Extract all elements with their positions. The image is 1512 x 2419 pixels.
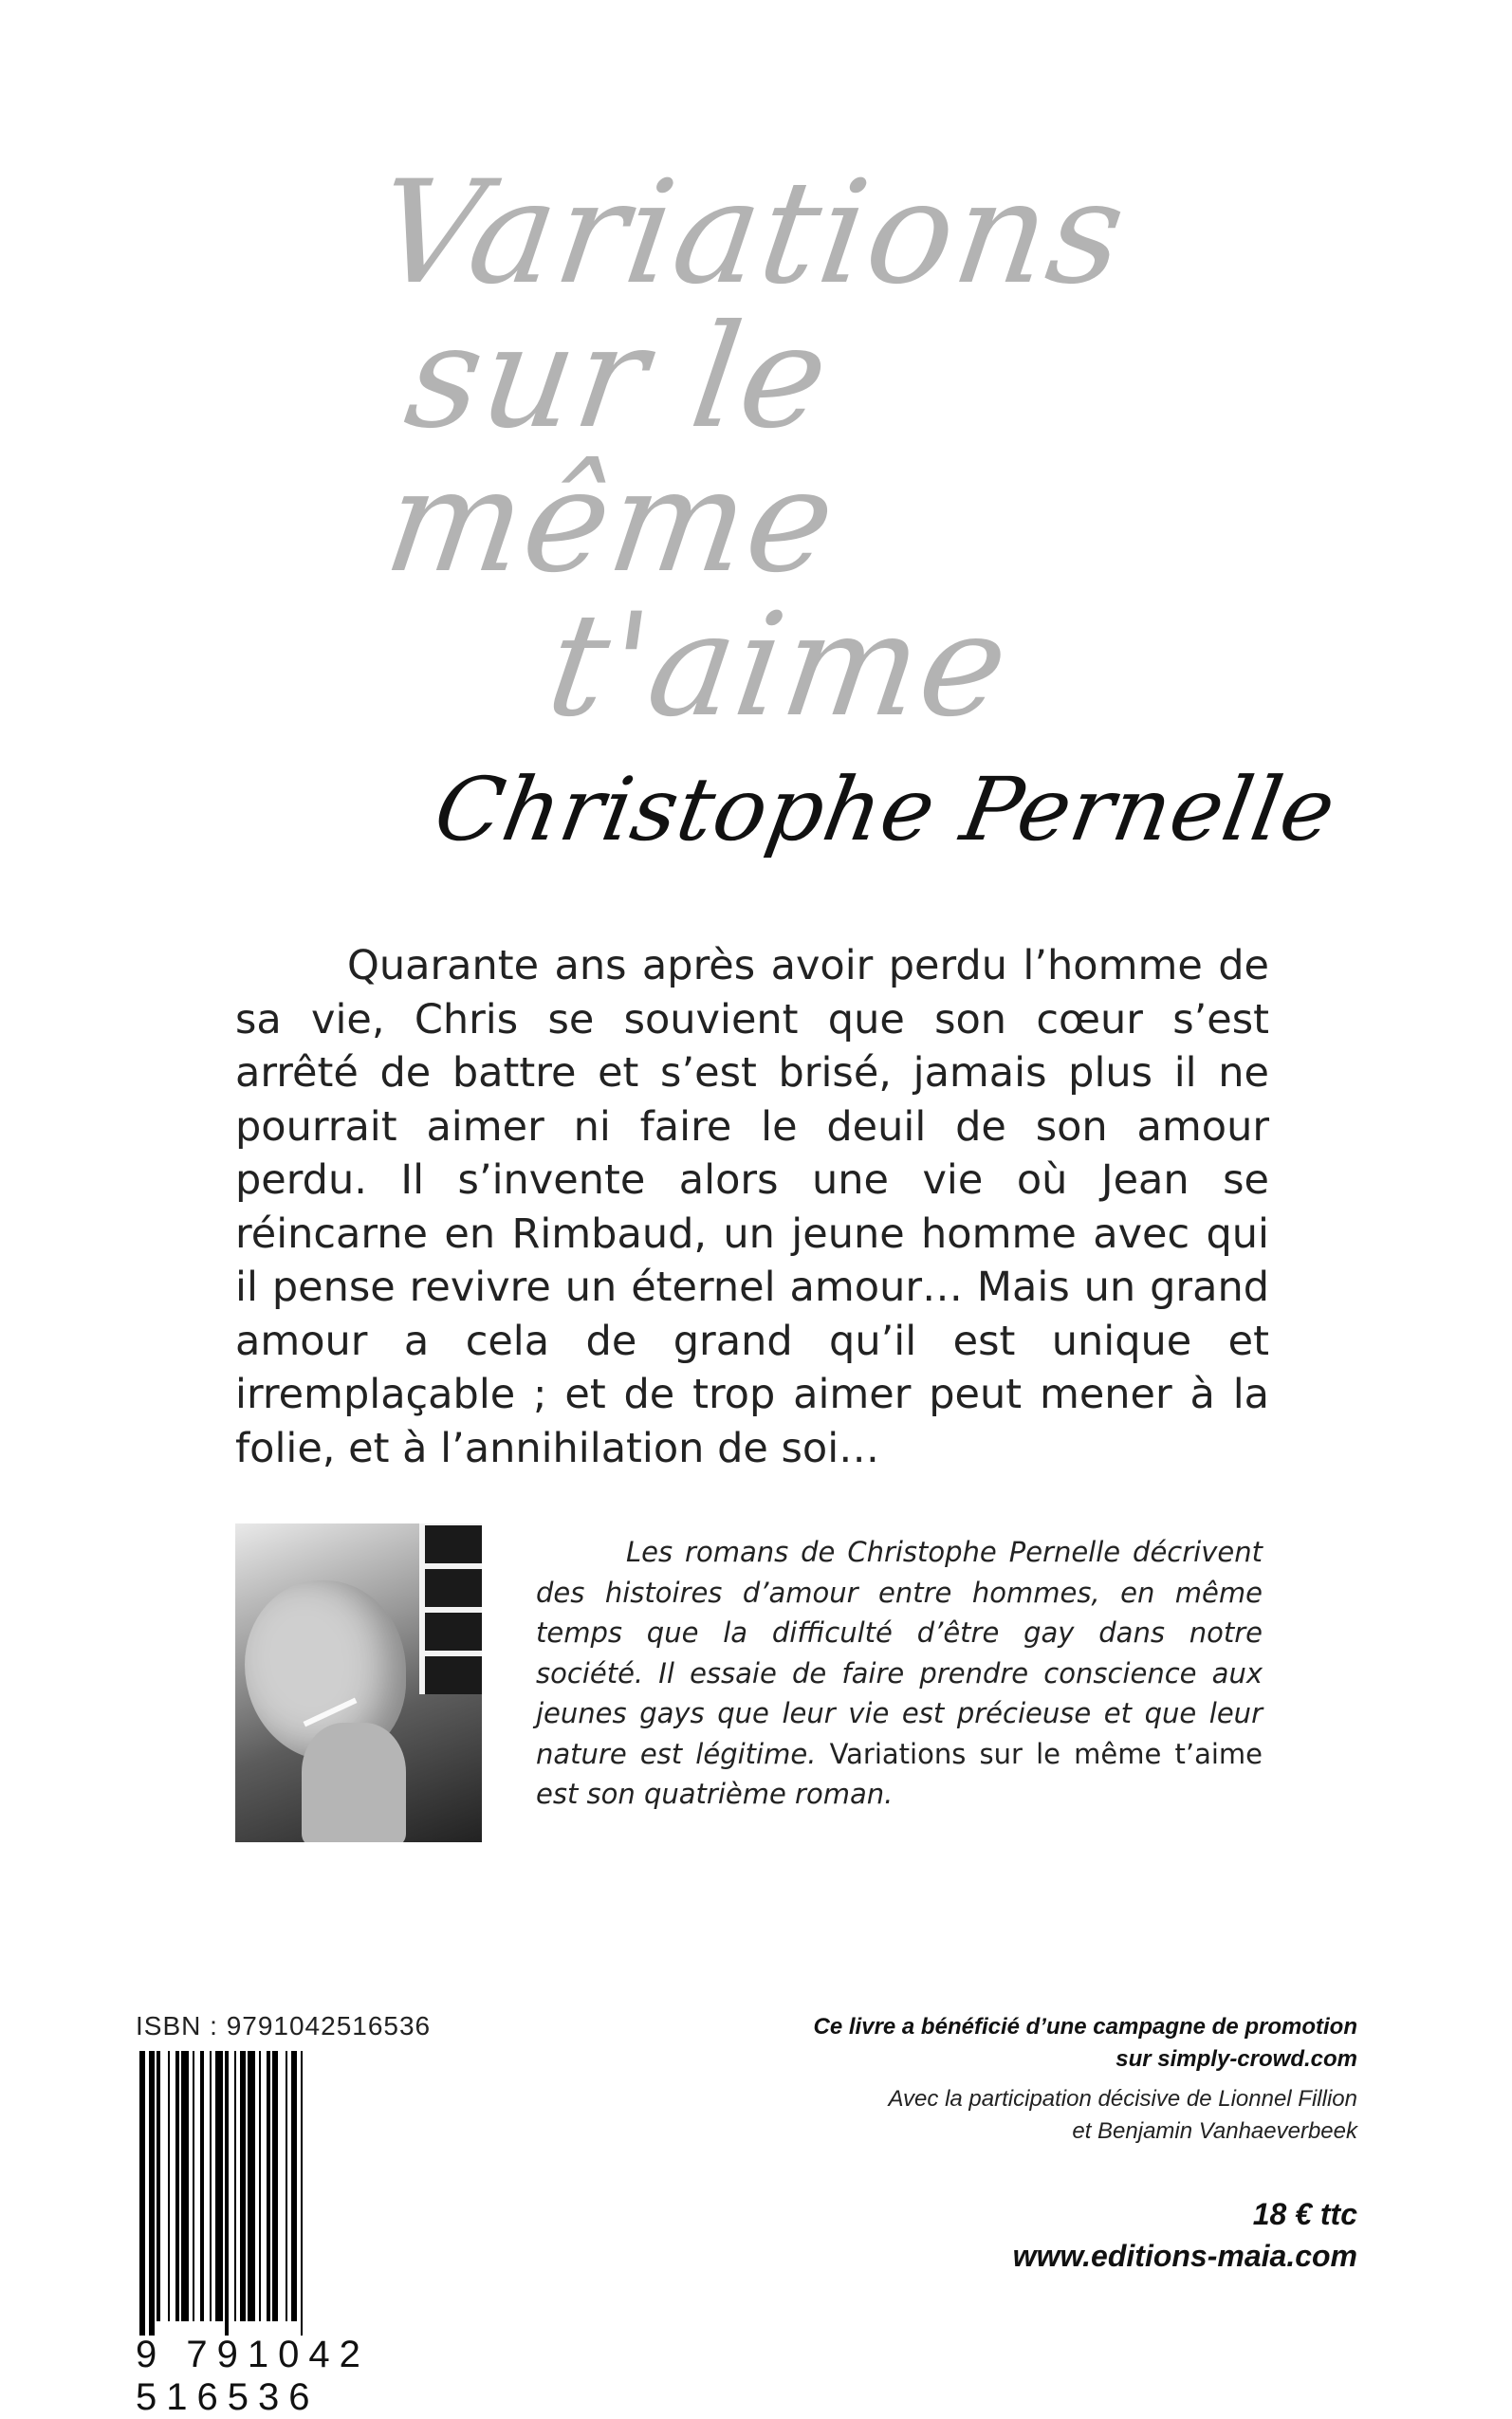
barcode-bar (139, 2051, 145, 2336)
bio-text-2: est son quatrième roman. (536, 1778, 894, 1810)
barcode-bar (168, 2051, 170, 2321)
title-line-3: t'aime (538, 583, 1020, 748)
bio-book-title: Variations sur le même t’aime (829, 1737, 1263, 1770)
book-title (341, 151, 1195, 748)
author-photo (235, 1523, 482, 1842)
barcode (136, 2051, 439, 2336)
barcode-bar (286, 2051, 287, 2321)
barcode-bar (181, 2051, 189, 2321)
promo-line-2: sur simply-crowd.com (1116, 2046, 1357, 2072)
photo-hand (302, 1723, 406, 1842)
author-name: Christophe Pernelle (427, 759, 1344, 860)
promo-block (693, 2011, 1357, 2277)
publisher-website: www.editions-maia.com (1012, 2239, 1357, 2273)
barcode-bar (240, 2051, 246, 2321)
barcode-bar (210, 2051, 212, 2321)
barcode-bar (291, 2051, 297, 2321)
barcode-bar (248, 2051, 255, 2321)
promo-line-4: et Benjamin Vanhaeverbeek (1072, 2118, 1357, 2144)
price: 18 € ttc (1252, 2197, 1357, 2231)
barcode-bar (175, 2051, 179, 2321)
photo-window-background (419, 1523, 482, 1694)
promo-line-1: Ce livre a bénéficié d’une campagne de promotion (813, 2014, 1357, 2040)
barcode-bar (193, 2051, 194, 2321)
promo-line-3: Avec la participation décisive de Lionnel Fillion (888, 2086, 1357, 2112)
barcode-bar (272, 2051, 278, 2321)
synopsis-paragraph: Quarante ans après avoir perdu l’homme de sa vie, Chris se souvient que son cœur s’est arrêté de battre et s’est brisé, jamais plus il ne pourrait aimer ni faire le deuil de son amour perdu. Il s’invente alors une vie où Jean se réincarne en Rimbaud, un jeune homme avec qui il pense revivre un éternel amour… Mais un grand amour a cela de grand qu’il est unique et irremplaçable ; et de trop aimer peut mener à la folie, et à l’annihilation de soi… (235, 942, 1269, 1472)
barcode-digits: 9 791042 516536 (136, 2334, 370, 2418)
barcode-bar (301, 2051, 303, 2336)
isbn-label: ISBN : 9791042516536 (136, 2011, 432, 2040)
barcode-bar (267, 2051, 270, 2321)
title-line-2: sur le même (377, 295, 846, 604)
barcode-bar (234, 2051, 236, 2321)
author-bio (536, 1532, 1263, 1815)
barcode-bar (149, 2051, 155, 2336)
title-line-1: Variations (367, 151, 1136, 316)
barcode-bar (225, 2051, 229, 2336)
bio-text-1: Les romans de Christophe Pernelle décrivent des histoires d’amour entre hommes, en même temps que la difficulté d’être gay dans notre société. Il essaie de faire prendre conscience aux jeunes gays que leur vie est précieuse et que leur nature est légitime. (536, 1536, 1263, 1770)
barcode-bar (157, 2051, 160, 2321)
barcode-bar (259, 2051, 261, 2321)
barcode-bar (200, 2051, 204, 2321)
barcode-bar (215, 2051, 223, 2321)
